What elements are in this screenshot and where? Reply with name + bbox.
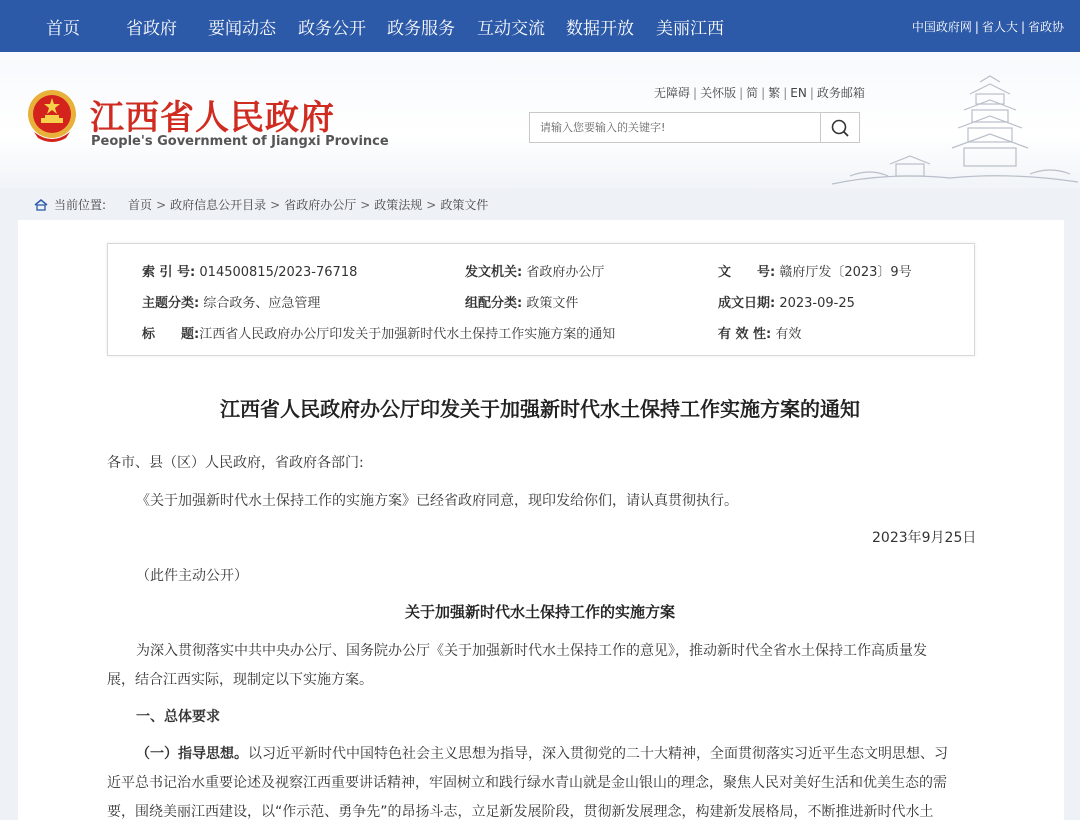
- meta-topic: [142, 292, 320, 311]
- meta-topic-label: 主题分类:: [142, 296, 200, 311]
- nav-item-home[interactable]: 首页: [46, 19, 80, 39]
- meta-index: [142, 261, 357, 280]
- gov-mailbox-link[interactable]: 政务邮箱: [816, 86, 865, 100]
- meta-docno: [718, 261, 912, 280]
- top-nav-bar: [0, 0, 1080, 52]
- accessibility-link[interactable]: 无障碍: [654, 86, 691, 100]
- breadcrumb-label: 当前位置:: [54, 198, 107, 212]
- doc-date: 2023年9月25日: [872, 530, 977, 546]
- meta-docno-value: 赣府厅发〔2023〕9号: [779, 265, 912, 280]
- plan-title: 关于加强新时代水土保持工作的实施方案: [404, 603, 675, 621]
- doc-title: 江西省人民政府办公厅印发关于加强新时代水土保持工作实施方案的通知: [220, 397, 860, 421]
- pagoda-illustration: [830, 72, 1080, 188]
- meta-date: [718, 292, 855, 311]
- meta-issuer: [465, 261, 604, 280]
- meta-topic-value: 综合政务、应急管理: [203, 296, 321, 311]
- meta-title-label: 标 题:: [142, 327, 200, 342]
- breadcrumb-info-directory[interactable]: 政府信息公开目录: [170, 198, 267, 212]
- meta-docno-label: 文 号:: [718, 265, 776, 280]
- meta-index-value: 014500815/2023-76718: [199, 265, 358, 280]
- home-icon: [34, 199, 48, 211]
- meta-group: [465, 292, 578, 311]
- nav-item-interaction[interactable]: 互动交流: [477, 19, 545, 39]
- meta-index-label: 索 引 号:: [142, 265, 196, 280]
- meta-validity: [718, 323, 801, 342]
- site-subtitle: People's Government of Jiangxi Province: [91, 134, 389, 149]
- meta-group-value: 政策文件: [526, 296, 579, 311]
- national-emblem-icon: [26, 88, 78, 144]
- meta-issuer-value: 省政府办公厅: [526, 265, 605, 280]
- meta-issuer-label: 发文机关:: [465, 265, 523, 280]
- breadcrumb-policy-docs[interactable]: 政策文件: [440, 198, 489, 212]
- doc-salutation: 各市、县（区）人民政府，省政府各部门:: [107, 455, 364, 471]
- traditional-chinese-link[interactable]: 繁: [768, 86, 781, 100]
- guide-label: （一）指导思想。: [136, 746, 248, 762]
- guide-line-3: 要，围绕美丽江西建设，以“作示范、勇争先”的昂扬斗志，立足新发展阶段，贯彻新发展理念，构建新发展格局，不断推进新时代水土: [107, 804, 934, 820]
- meta-validity-label: 有 效 性:: [718, 327, 772, 342]
- plan-intro-line-2: 展，结合江西实际，现制定以下实施方案。: [107, 672, 373, 688]
- nav-item-open-affairs[interactable]: 政务公开: [298, 19, 366, 39]
- site-header: [0, 52, 1080, 188]
- plan-intro-line-1: 为深入贯彻落实中共中央办公厅、国务院办公厅《关于加强新时代水土保持工作的意见》，推动新时代全省水土保持工作高质量发: [136, 643, 927, 659]
- care-mode-link[interactable]: 关怀版: [700, 86, 737, 100]
- site-title[interactable]: 江西省人民政府: [90, 98, 335, 138]
- breadcrumb: 当前位置: 首页 > 政府信息公开目录 > 省政府办公厅 > 政策法规 > 政策文件: [34, 196, 488, 213]
- guide-line-1: [136, 743, 948, 763]
- meta-group-label: 组配分类:: [465, 296, 523, 311]
- meta-title: [142, 323, 615, 342]
- meta-title-value: 江西省人民政府办公厅印发关于加强新时代水土保持工作实施方案的通知: [199, 327, 616, 342]
- english-link[interactable]: EN: [790, 86, 807, 100]
- search-input[interactable]: [529, 112, 821, 143]
- doc-public-note: （此件主动公开）: [136, 568, 248, 584]
- meta-validity-value: 有效: [775, 327, 802, 342]
- simplified-chinese-link[interactable]: 简: [746, 86, 759, 100]
- link-provincial-cppcc[interactable]: 省政协: [1027, 20, 1064, 34]
- meta-date-value: 2023-09-25: [779, 296, 855, 311]
- section-heading: 一、总体要求: [136, 709, 220, 725]
- nav-item-beautiful-jiangxi[interactable]: 美丽江西: [656, 19, 724, 39]
- nav-item-open-data[interactable]: 数据开放: [566, 19, 634, 39]
- link-provincial-congress[interactable]: 省人大: [981, 20, 1018, 34]
- meta-date-label: 成文日期:: [718, 296, 776, 311]
- guide-line-2: 近平总书记治水重要论述及视察江西重要讲话精神，牢固树立和践行绿水青山就是金山银山的理念，聚焦人民对美好生活和优美生态的需: [107, 775, 947, 791]
- link-china-gov[interactable]: 中国政府网: [911, 20, 972, 34]
- guide-line-1-text: 以习近平新时代中国特色社会主义思想为指导，深入贯彻党的二十大精神，全面贯彻落实习近平生态文明思想、习: [248, 746, 948, 762]
- breadcrumb-home[interactable]: 首页: [128, 198, 153, 212]
- utility-links: 无障碍 | 关怀版 | 简 | 繁 | EN | 政务邮箱: [654, 86, 865, 100]
- nav-item-government[interactable]: 省政府: [126, 19, 177, 39]
- breadcrumb-general-office[interactable]: 省政府办公厅: [284, 198, 357, 212]
- doc-body-paragraph: 《关于加强新时代水土保持工作的实施方案》已经省政府同意，现印发给你们，请认真贯彻执行。: [136, 493, 738, 509]
- breadcrumb-policies[interactable]: 政策法规: [374, 198, 423, 212]
- top-external-links: 中国政府网 | 省人大 | 省政协: [911, 20, 1064, 34]
- nav-item-services[interactable]: 政务服务: [387, 19, 455, 39]
- nav-item-news[interactable]: 要闻动态: [208, 19, 276, 39]
